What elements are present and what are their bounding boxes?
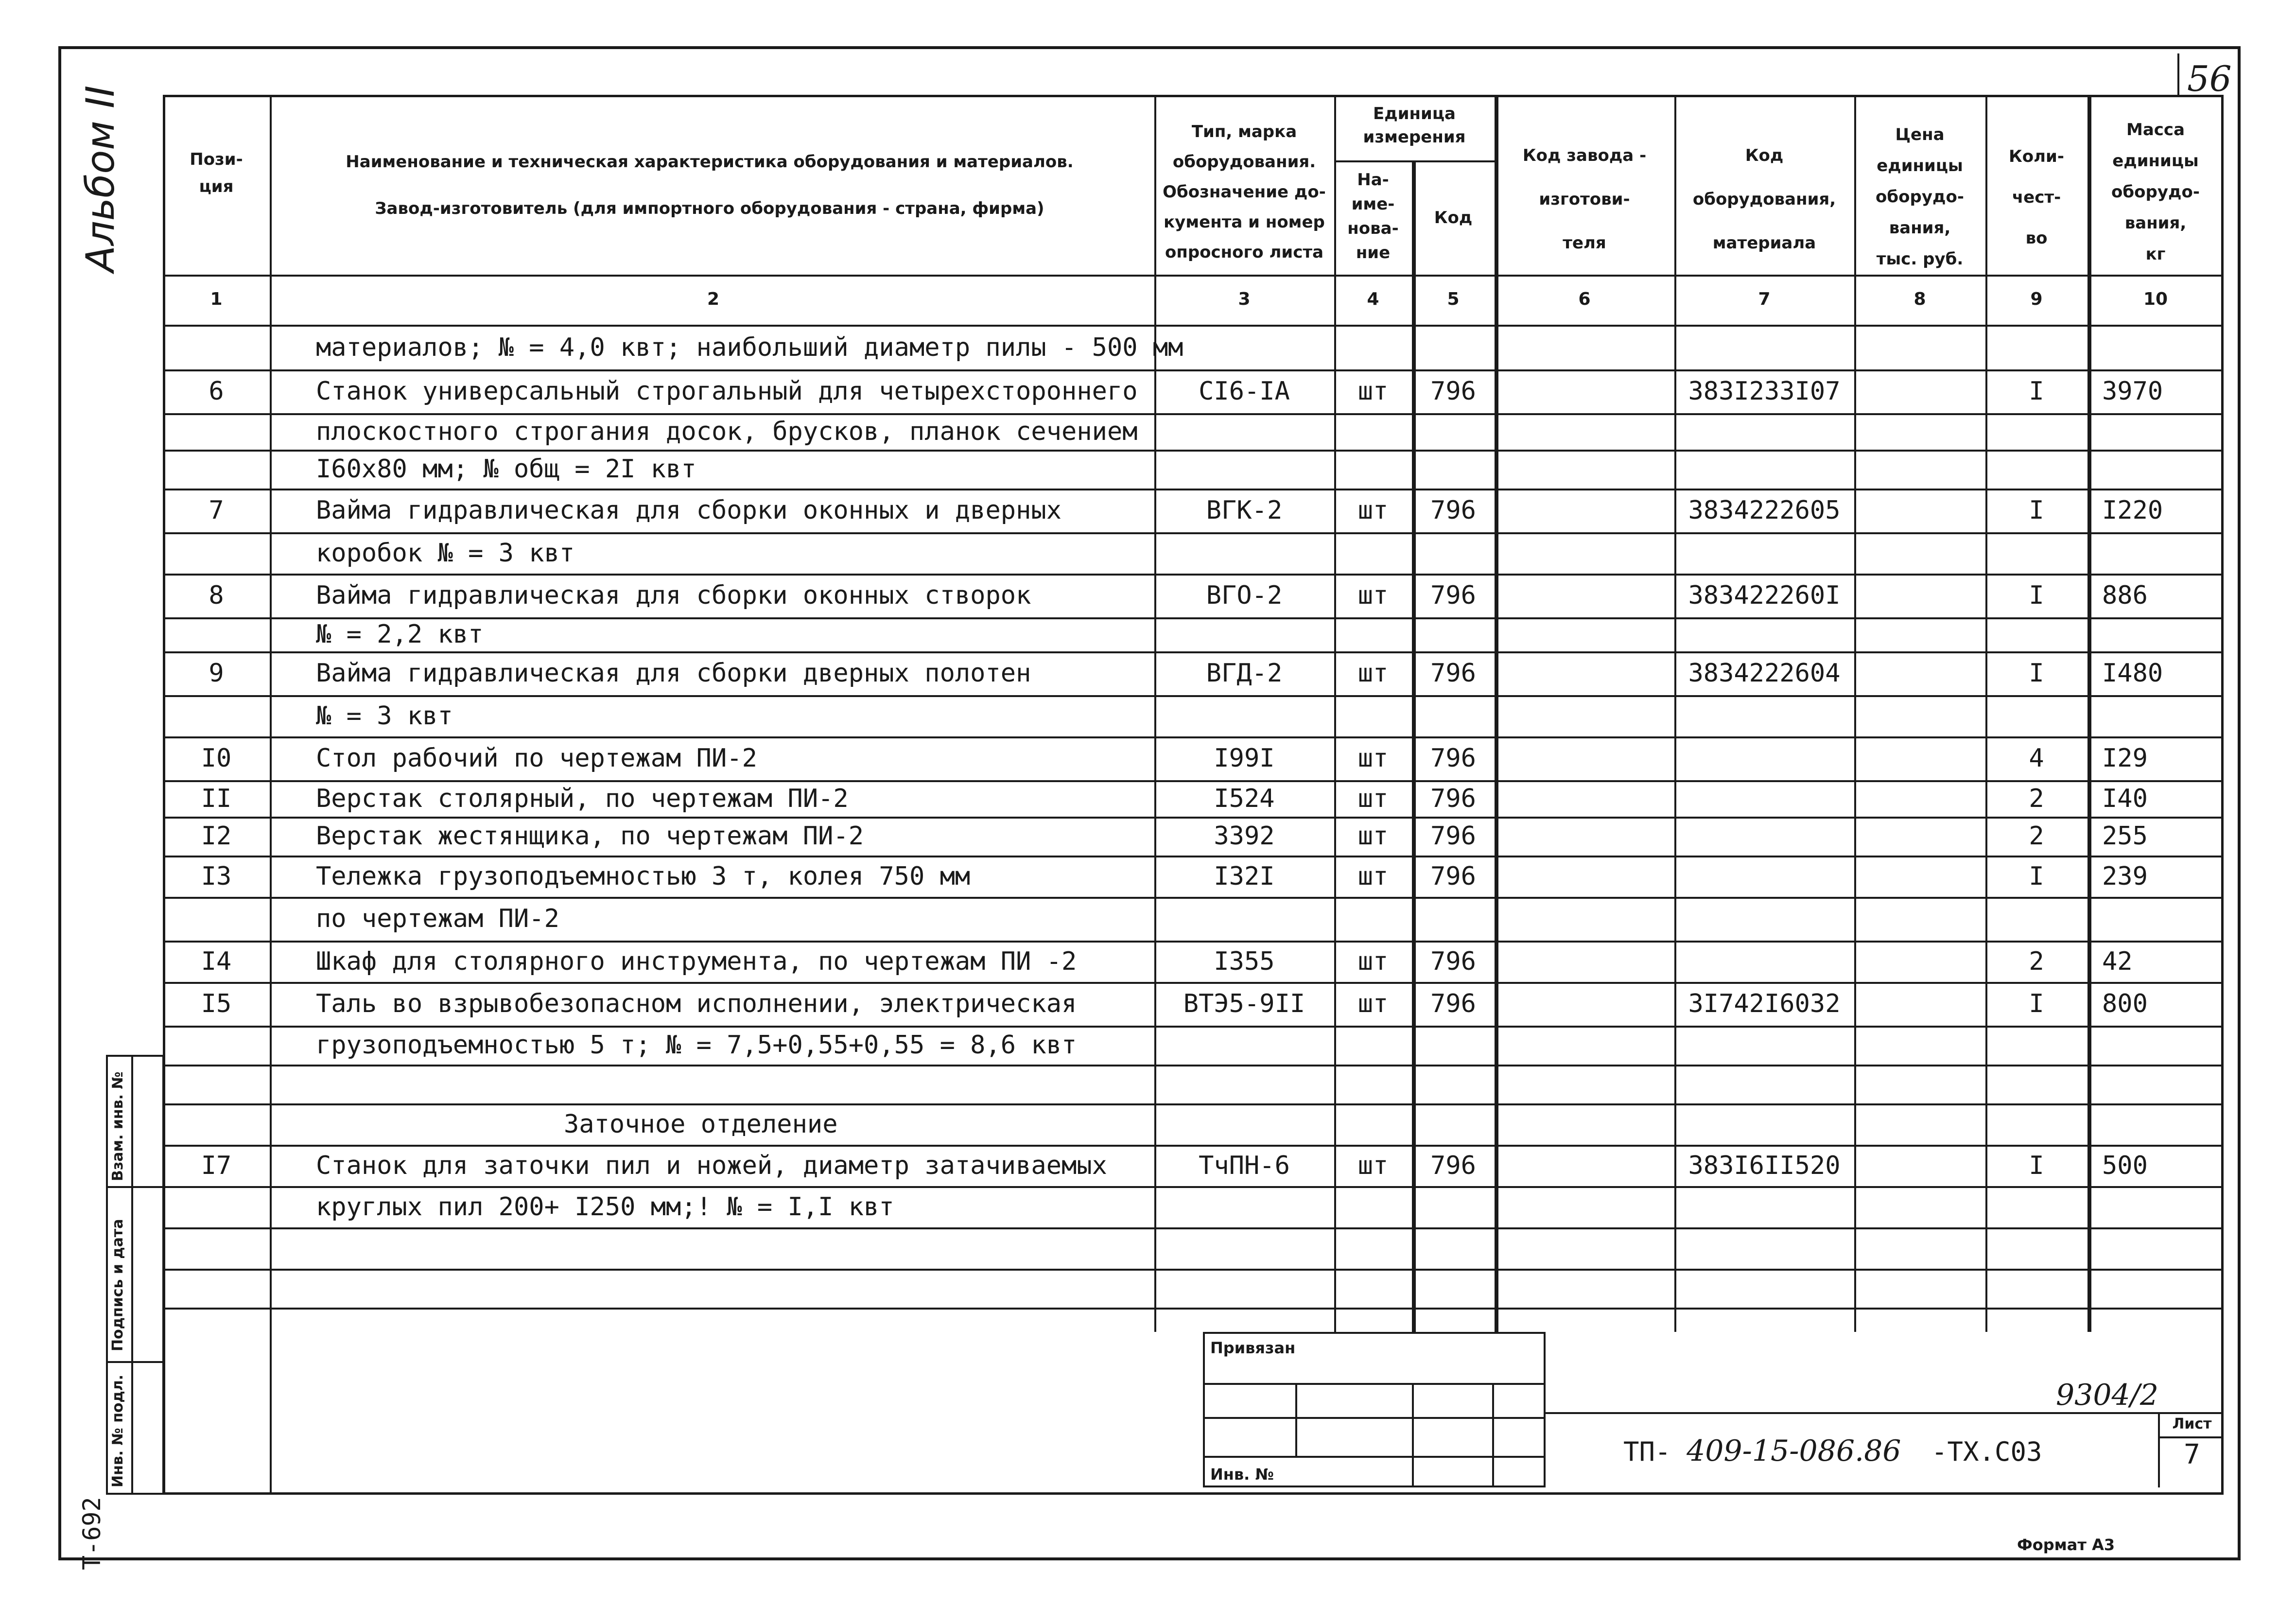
inv-no-label: Инв. № — [1210, 1465, 1274, 1484]
cell-pos: I2 — [201, 821, 232, 851]
header-mass-l1: Масса — [2126, 120, 2185, 140]
cell-name: № = 3 квт — [316, 701, 453, 731]
cell-name: I60x80 мм; № общ = 2I квт — [316, 454, 696, 484]
col-number-4: 4 — [1367, 289, 1379, 309]
privyazan-line-2 — [1203, 1417, 1546, 1419]
row-divider — [163, 780, 2224, 782]
row-divider — [163, 1227, 2224, 1229]
cell-qty: 2 — [2029, 821, 2044, 851]
cell-name: Верстак столярный, по чертежам ПИ-2 — [316, 784, 849, 813]
cell-unit: шт — [1357, 989, 1389, 1018]
cell-code: 796 — [1430, 377, 1476, 406]
header-unit-name-l2: име- — [1351, 194, 1395, 214]
cell-name: Шкаф для столярного инструмента, по чертежам ПИ -2 — [316, 946, 1077, 976]
cell-unit: шт — [1357, 496, 1389, 525]
col-number-5: 5 — [1447, 289, 1460, 309]
col-number-8: 8 — [1913, 289, 1926, 309]
row-divider — [163, 617, 2224, 619]
header-plant-code-l1: Код завода - — [1522, 146, 1647, 165]
cell-pos: 6 — [209, 377, 224, 406]
cell-unit: шт — [1357, 861, 1389, 891]
privyazan-col-2 — [1412, 1383, 1414, 1487]
cell-qty: I — [2029, 861, 2044, 891]
col-number-9: 9 — [2030, 289, 2043, 309]
album-label: Альбом II — [78, 85, 123, 272]
cell-name: Вайма гидравлическая для сборки оконных створок — [316, 581, 1031, 610]
row-divider — [163, 1145, 2224, 1147]
row-divider — [163, 532, 2224, 534]
header-plant-code — [1495, 134, 1674, 265]
row-divider — [163, 413, 2224, 415]
privyazan-line-1 — [1203, 1383, 1546, 1385]
cell-pos: I4 — [201, 946, 232, 976]
cell-qty: I — [2029, 496, 2044, 525]
header-equip-code — [1674, 134, 1854, 265]
privyazan-col-1 — [1295, 1383, 1297, 1456]
col-number-2: 2 — [707, 289, 720, 309]
header-plant-code-l2: изготови- — [1539, 190, 1630, 209]
cell-qty: I — [2029, 581, 2044, 610]
sheet-corner-number: 56 — [2187, 58, 2232, 99]
header-unit-name-l1: На- — [1357, 170, 1389, 190]
doc-code-suffix: -ТХ.С03 — [1931, 1436, 2042, 1467]
header-bottom — [163, 275, 2224, 277]
header-price-l5: тыс. руб. — [1876, 249, 1964, 269]
cell-equip: 383I6II520 — [1688, 1151, 1841, 1180]
cell-name: Заточное отделение — [564, 1109, 838, 1139]
cell-unit: шт — [1357, 744, 1389, 773]
header-type-l5: опросного листа — [1165, 243, 1324, 262]
row-divider — [163, 736, 2224, 738]
header-name-l1: Наименование и техническая характеристика оборудования и материалов. — [346, 152, 1074, 172]
cell-code: 796 — [1430, 946, 1476, 976]
title-list-divider — [2158, 1412, 2160, 1487]
cell-type: I524 — [1214, 784, 1275, 813]
cell-equip: 3834222604 — [1688, 659, 1841, 688]
side-stamp-sign-date: Подпись и дата — [109, 1219, 126, 1351]
cell-pos: I3 — [201, 861, 232, 891]
cell-mass: 42 — [2102, 946, 2133, 976]
cell-mass: I480 — [2102, 659, 2163, 688]
header-mass — [2087, 114, 2224, 270]
cell-mass: 239 — [2102, 861, 2148, 891]
cell-code: 796 — [1430, 861, 1476, 891]
cell-unit: шт — [1357, 377, 1389, 406]
cell-unit: шт — [1357, 659, 1389, 688]
cell-qty: 4 — [2029, 744, 2044, 773]
corner-divider — [2177, 53, 2179, 97]
cell-qty: I — [2029, 989, 2044, 1018]
header-price-l1: Цена — [1895, 125, 1945, 144]
side-number: Т-692 — [78, 1497, 106, 1570]
cell-name: № = 2,2 квт — [316, 620, 484, 649]
unit-group-line — [1334, 160, 1495, 162]
col-number-7: 7 — [1758, 289, 1771, 309]
header-unit-group-l1: Единица — [1373, 104, 1456, 123]
cell-equip: 383422260I — [1688, 581, 1841, 610]
cell-name: Стол рабочий по чертежам ПИ-2 — [316, 744, 757, 773]
cell-qty: I — [2029, 659, 2044, 688]
row-divider — [163, 941, 2224, 943]
row-divider — [163, 695, 2224, 697]
side-stamp-divider — [131, 1055, 133, 1495]
cell-type: ВГК-2 — [1206, 496, 1283, 525]
cell-unit: шт — [1357, 581, 1389, 610]
header-equip-code-l3: материала — [1712, 233, 1816, 253]
header-type-l2: оборудования. — [1172, 152, 1316, 172]
row-divider — [163, 651, 2224, 653]
header-plant-code-l3: теля — [1563, 233, 1606, 253]
doc-code — [1623, 1434, 2042, 1468]
cell-code: 796 — [1430, 821, 1476, 851]
header-name — [272, 139, 1147, 232]
cell-pos: 9 — [209, 659, 224, 688]
row-divider — [163, 574, 2224, 576]
cell-code: 796 — [1430, 581, 1476, 610]
cell-name: Станок универсальный строгальный для четырехстороннего — [316, 377, 1138, 406]
row-divider — [163, 1269, 2224, 1271]
doc-number: 9304/2 — [2056, 1378, 2159, 1412]
header-type-l1: Тип, марка — [1191, 122, 1297, 141]
doc-code-hand: 409-15-086.86 — [1687, 1434, 1901, 1468]
doc-code-prefix: ТП- — [1623, 1436, 1671, 1467]
privyazan-col-3 — [1492, 1383, 1494, 1487]
cell-name: Вайма гидравлическая для сборки оконных и дверных — [316, 496, 1062, 525]
header-type-l4: кумента и номер — [1164, 212, 1325, 232]
cell-unit: шт — [1357, 946, 1389, 976]
row-divider — [163, 897, 2224, 899]
cell-mass: 886 — [2102, 581, 2148, 610]
cell-mass: 500 — [2102, 1151, 2148, 1180]
cell-code: 796 — [1430, 496, 1476, 525]
row-divider — [163, 1103, 2224, 1105]
cell-name: коробок № = 3 квт — [316, 538, 575, 568]
cell-name: материалов; № = 4,0 квт; наибольший диаметр пилы - 500 мм — [316, 333, 1183, 362]
cell-type: СI6-IA — [1199, 377, 1290, 406]
col-number-6: 6 — [1578, 289, 1591, 309]
privyazan-line-3 — [1203, 1456, 1546, 1458]
header-unit-code: Код — [1434, 208, 1473, 227]
col-number-10: 10 — [2143, 289, 2168, 309]
cell-code: 796 — [1430, 989, 1476, 1018]
cell-pos: I7 — [201, 1151, 232, 1180]
cell-type: ВТЭ5-9II — [1183, 989, 1305, 1018]
header-quantity — [1985, 136, 2087, 259]
cell-mass: 3970 — [2102, 377, 2163, 406]
header-price-l3: оборудо- — [1876, 187, 1964, 207]
cell-mass: I40 — [2102, 784, 2148, 813]
cell-type: ТчПН-6 — [1199, 1151, 1290, 1180]
cell-unit: шт — [1357, 784, 1389, 813]
header-position — [163, 146, 270, 200]
cell-pos: 8 — [209, 581, 224, 610]
cell-name: круглых пил 200+ I250 мм;! № = I,I квт — [316, 1192, 894, 1222]
header-name-l2: Завод-изготовитель (для импортного оборудования - страна, фирма) — [375, 199, 1044, 218]
cell-name: Вайма гидравлическая для сборки дверных полотен — [316, 659, 1031, 688]
format-label: Формат А3 — [2017, 1536, 2115, 1554]
header-unit-group-l2: измерения — [1363, 127, 1466, 147]
row-divider — [163, 817, 2224, 819]
list-label: Лист — [2172, 1416, 2212, 1433]
header-price-l2: единицы — [1877, 156, 1963, 175]
cell-type: I355 — [1214, 946, 1275, 976]
header-mass-l2: единицы — [2112, 151, 2199, 171]
header-equip-code-l2: оборудования, — [1692, 190, 1836, 209]
cell-code: 796 — [1430, 784, 1476, 813]
cell-name: Верстак жестянщика, по чертежам ПИ-2 — [316, 821, 864, 851]
col-number-1: 1 — [210, 289, 223, 309]
cell-name: Станок для заточки пил и ножей, диаметр затачиваемых — [316, 1151, 1107, 1180]
row-divider — [163, 1026, 2224, 1028]
row-divider — [163, 1065, 2224, 1066]
header-quantity-l3: во — [2025, 228, 2048, 248]
cell-name: грузоподъемностью 5 т; № = 7,5+0,55+0,55 = 8,6 квт — [316, 1031, 1077, 1060]
cell-equip: 3834222605 — [1688, 496, 1841, 525]
row-divider — [163, 450, 2224, 452]
col-line-1 — [270, 95, 272, 1495]
cell-name: Тележка грузоподъемностью 3 т, колея 750 мм — [316, 861, 971, 891]
cell-unit: шт — [1357, 821, 1389, 851]
cell-mass: I29 — [2102, 744, 2148, 773]
row-divider — [163, 856, 2224, 857]
cell-name: Таль во взрывобезопасном исполнении, электрическая — [316, 989, 1077, 1018]
header-unit-name-l3: нова- — [1347, 219, 1399, 238]
cell-equip: 383I233I07 — [1688, 377, 1841, 406]
title-list-line — [2158, 1436, 2224, 1438]
cell-name: по чертежам ПИ-2 — [316, 904, 559, 933]
header-mass-l3: оборудо- — [2111, 182, 2200, 202]
numbers-bottom — [163, 325, 2224, 327]
header-position-l2: ция — [199, 177, 234, 196]
side-stamp-sep-2 — [106, 1361, 164, 1363]
row-divider — [163, 369, 2224, 371]
cell-mass: 800 — [2102, 989, 2148, 1018]
cell-equip: 3I742I6032 — [1688, 989, 1841, 1018]
header-position-l1: Пози- — [190, 150, 243, 169]
cell-qty: 2 — [2029, 784, 2044, 813]
header-quantity-l1: Коли- — [2009, 147, 2064, 166]
cell-unit: шт — [1357, 1151, 1389, 1180]
cell-code: 796 — [1430, 1151, 1476, 1180]
cell-pos: I5 — [201, 989, 232, 1018]
cell-pos: II — [201, 784, 232, 813]
list-number: 7 — [2184, 1439, 2200, 1470]
cell-type: 3392 — [1214, 821, 1275, 851]
header-price — [1854, 119, 1985, 275]
cell-code: 796 — [1430, 744, 1476, 773]
header-type — [1154, 117, 1334, 267]
cell-pos: I0 — [201, 744, 232, 773]
cell-qty: I — [2029, 1151, 2044, 1180]
header-unit-name — [1334, 168, 1412, 265]
cell-type: I32I — [1214, 861, 1275, 891]
row-divider — [163, 489, 2224, 490]
cell-mass: 255 — [2102, 821, 2148, 851]
cell-name: плоскостного строгания досок, брусков, планок сечением — [316, 417, 1138, 446]
header-mass-l4: вания, — [2124, 213, 2187, 233]
side-stamp-inv-orig: Инв. № подл. — [109, 1374, 126, 1487]
row-divider — [163, 1186, 2224, 1188]
header-unit-name-l4: ние — [1356, 243, 1391, 262]
cell-code: 796 — [1430, 659, 1476, 688]
header-quantity-l2: чест- — [2012, 188, 2061, 207]
cell-mass: I220 — [2102, 496, 2163, 525]
cell-qty: I — [2029, 377, 2044, 406]
side-stamp-sep-1 — [106, 1186, 164, 1188]
cell-pos: 7 — [209, 496, 224, 525]
header-mass-l5: кг — [2145, 245, 2166, 264]
row-divider — [163, 982, 2224, 984]
header-price-l4: вания, — [1889, 218, 1951, 238]
cell-type: I99I — [1214, 744, 1275, 773]
col-number-3: 3 — [1238, 289, 1251, 309]
header-equip-code-l1: Код — [1745, 146, 1784, 165]
privyazan-label: Привязан — [1210, 1339, 1296, 1357]
title-block-top — [1546, 1412, 2224, 1414]
header-type-l3: Обозначение до- — [1163, 182, 1326, 202]
cell-type: ВГО-2 — [1206, 581, 1283, 610]
side-stamp-inv-replace: Взам. инв. № — [109, 1071, 126, 1181]
cell-qty: 2 — [2029, 946, 2044, 976]
header-unit-group — [1334, 102, 1495, 149]
cell-type: ВГД-2 — [1206, 659, 1283, 688]
row-divider — [163, 1308, 2224, 1310]
